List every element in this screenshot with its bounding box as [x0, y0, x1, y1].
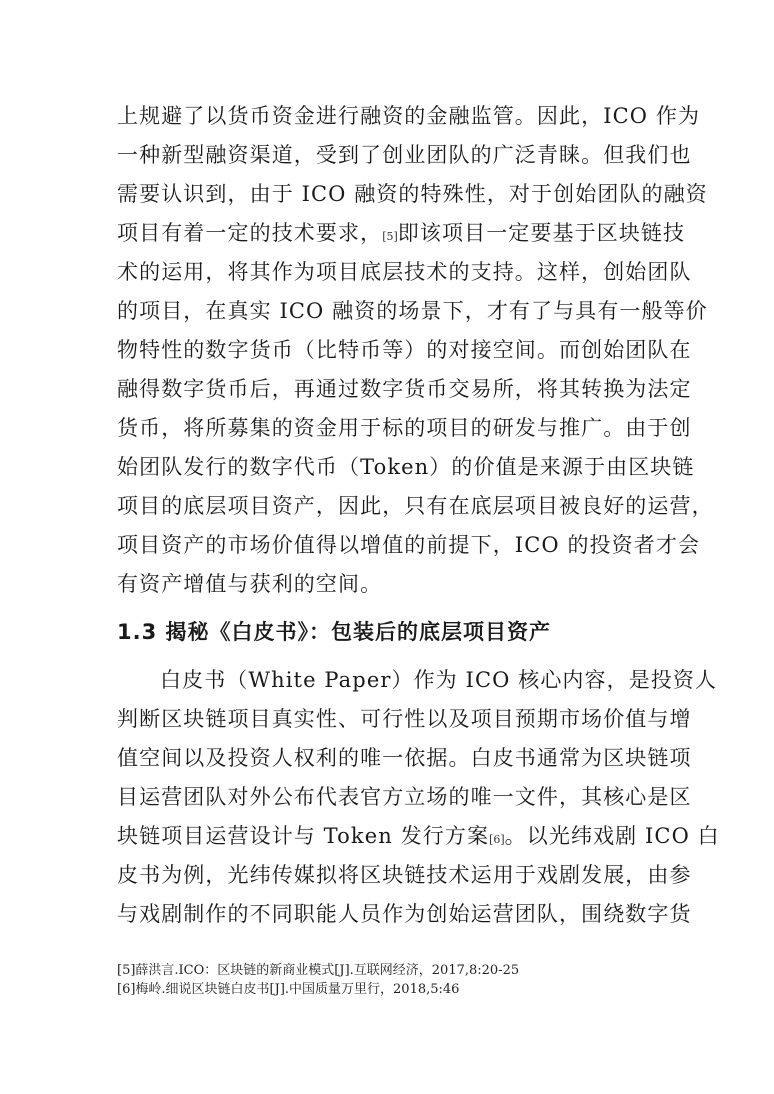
paragraph-line: 需要认识到，由于 ICO 融资的特殊性，对于创始团队的融资 — [117, 182, 708, 206]
paragraph-line: 上规避了以货币资金进行融资的金融监管。因此，ICO 作为 — [117, 104, 701, 128]
footnote-5: [5]薛洪言.ICO：区块链的新商业模式[J].互联网经济，2017,8:20-25 — [117, 963, 520, 978]
paragraph-text: 即该项目一定要基于区块链技 — [397, 221, 686, 245]
paragraph-line: 融得数字货币后，再通过数字货币交易所，将其转换为法定 — [117, 377, 692, 401]
section-heading: 1.3 揭秘《白皮书》：包装后的底层项目资产 — [117, 620, 552, 644]
paragraph-line: 货币，将所募集的资金用于标的项目的研发与推广。由于创 — [117, 416, 692, 440]
paragraph-line: 物特性的数字货币（比特币等）的对接空间。而创始团队在 — [117, 338, 692, 362]
footnote-6: [6]梅岭.细说区块链白皮书[J].中国质量万里行，2018,5:46 — [117, 982, 460, 997]
paragraph-line: 一种新型融资渠道，受到了创业团队的广泛青睐。但我们也 — [117, 143, 692, 167]
paragraph-line-with-footnote: 块链项目运营设计与 Token 发行方案 [6] 。以光纬戏剧 ICO 白 — [117, 820, 662, 852]
paragraph-line: 目运营团队对外公布代表官方立场的唯一文件，其核心是区 — [117, 785, 692, 809]
paragraph-line: 术的运用，将其作为项目底层技术的支持。这样，创始团队 — [117, 260, 692, 284]
paragraph-line: 皮书为例，光纬传媒拟将区块链技术运用于戏剧发展，由参 — [117, 863, 692, 887]
paragraph-line-with-footnote: 项目有着一定的技术要求， [5] 即该项目一定要基于区块链技 — [117, 217, 662, 249]
paragraph-line: 判断区块链项目真实性、可行性以及项目预期市场价值与增 — [117, 707, 692, 731]
paragraph-text: 。以光纬戏剧 ICO 白 — [504, 824, 720, 848]
paragraph-line: 值空间以及投资人权利的唯一依据。白皮书通常为区块链项 — [117, 746, 692, 770]
paragraph-line: 与戏剧制作的不同职能人员作为创始运营团队，围绕数字货 — [117, 902, 692, 926]
paragraph-line: 项目的底层项目资产，因此，只有在底层项目被良好的运营， — [117, 494, 714, 518]
paragraph-text: 项目有着一定的技术要求， — [117, 221, 383, 245]
paragraph-line: 有资产增值与获利的空间。 — [117, 572, 383, 596]
paragraph-line: 始团队发行的数字代币（Token）的价值是来源于由区块链 — [117, 455, 695, 479]
paragraph-line: 的项目，在真实 ICO 融资的场景下，才有了与具有一般等价 — [117, 299, 708, 323]
paragraph-text: 块链项目运营设计与 Token 发行方案 — [117, 824, 490, 848]
paragraph-line: 项目资产的市场价值得以增值的前提下，ICO 的投资者才会 — [117, 533, 701, 557]
paragraph-line: 白皮书（White Paper）作为 ICO 核心内容，是投资人 — [160, 668, 718, 692]
